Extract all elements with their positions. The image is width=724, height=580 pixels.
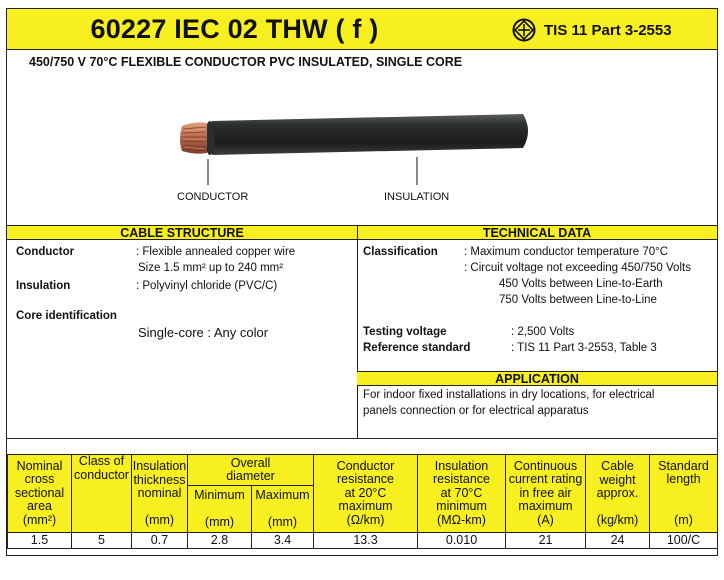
- core-value: Single-core : Any color: [138, 325, 269, 340]
- cable-image: [7, 73, 717, 225]
- header-overall-diameter: Overall diameter: [188, 455, 314, 486]
- classification-label: Classification: [363, 246, 438, 258]
- conductor-value-2: Size 1.5 mm² up to 240 mm²: [138, 262, 284, 274]
- header-insulation-thickness: Insulation thickness nominal (mm): [132, 455, 188, 533]
- cell-min-diameter: 2.8: [188, 533, 252, 549]
- section-divider: [357, 225, 358, 439]
- header-conductor-resistance: Conductor resistance at 20°C maximum (Ω/km): [314, 455, 418, 533]
- spec-sheet: [6, 8, 718, 556]
- conductor-field-label: Conductor: [16, 246, 75, 258]
- cell-current-rating: 21: [506, 533, 586, 549]
- application-heading: APPLICATION: [357, 371, 717, 386]
- header-standard-length: Standard length (m): [650, 455, 718, 533]
- classification-line-4: 750 Volts between Line-to-Line: [499, 294, 657, 306]
- reference-standard-label: Reference standard: [363, 342, 471, 354]
- testing-voltage-value: : 2,500 Volts: [511, 326, 575, 338]
- spec-table: [7, 454, 718, 549]
- cell-max-diameter: 3.4: [252, 533, 314, 549]
- cable-structure-heading: CABLE STRUCTURE: [7, 225, 357, 240]
- header-bar: [7, 9, 717, 50]
- classification-line-1: : Maximum conductor temperature 70°C: [464, 246, 669, 258]
- conductor-value-1: : Flexible annealed copper wire: [136, 246, 296, 258]
- header-insulation-resistance: Insulation resistance at 70°C minimum (MΩ-km): [418, 455, 506, 533]
- insulation-label: INSULATION: [384, 191, 450, 203]
- cell-insulation-resistance: 0.010: [418, 533, 506, 549]
- cell-conductor-resistance: 13.3: [314, 533, 418, 549]
- header-cable-weight: Cable weight approx. (kg/km): [586, 455, 650, 533]
- table-row: [8, 533, 718, 549]
- application-line-1: For indoor fixed installations in dry locations, for electrical: [363, 389, 655, 401]
- cable-illustration: [7, 73, 717, 225]
- application-line-2: panels connection or for electrical apparatus: [363, 405, 589, 417]
- core-field-label: Core identification: [16, 310, 117, 322]
- insulation-field-label: Insulation: [16, 280, 71, 292]
- header-conductor-class: Class of conductor: [72, 455, 132, 533]
- classification-line-2: : Circuit voltage not exceeding 450/750 Volts: [464, 262, 691, 274]
- cell-insulation-thickness: 0.7: [132, 533, 188, 549]
- cell-cable-weight: 24: [586, 533, 650, 549]
- header-min-diameter: Minimum (mm): [188, 486, 252, 533]
- conductor-label: CONDUCTOR: [177, 191, 249, 203]
- cell-standard-length: 100/C: [650, 533, 718, 549]
- header-max-diameter: Maximum (mm): [252, 486, 314, 533]
- header-current-rating: Continuous current rating in free air maximum (A): [506, 455, 586, 533]
- header-nominal-area: Nominal cross sectional area (mm²): [8, 455, 72, 533]
- table-separator: [7, 438, 717, 439]
- product-title: 60227 IEC 02 THW ( f ): [90, 14, 379, 44]
- cell-class: 5: [72, 533, 132, 549]
- technical-data-heading: TECHNICAL DATA: [357, 225, 717, 240]
- standard-badge: [512, 17, 672, 43]
- testing-voltage-label: Testing voltage: [363, 326, 447, 338]
- classification-line-3: 450 Volts between Line-to-Earth: [499, 278, 663, 290]
- standard-text: TIS 11 Part 3-2553: [544, 21, 672, 39]
- tis-logo-icon: [512, 18, 536, 42]
- reference-standard-value: : TIS 11 Part 3-2553, Table 3: [511, 342, 657, 354]
- insulation-value: : Polyvinyl chloride (PVC/C): [136, 280, 278, 292]
- cell-nominal-area: 1.5: [8, 533, 72, 549]
- product-subtitle: 450/750 V 70°C FLEXIBLE CONDUCTOR PVC INSULATED, SINGLE CORE: [29, 55, 463, 69]
